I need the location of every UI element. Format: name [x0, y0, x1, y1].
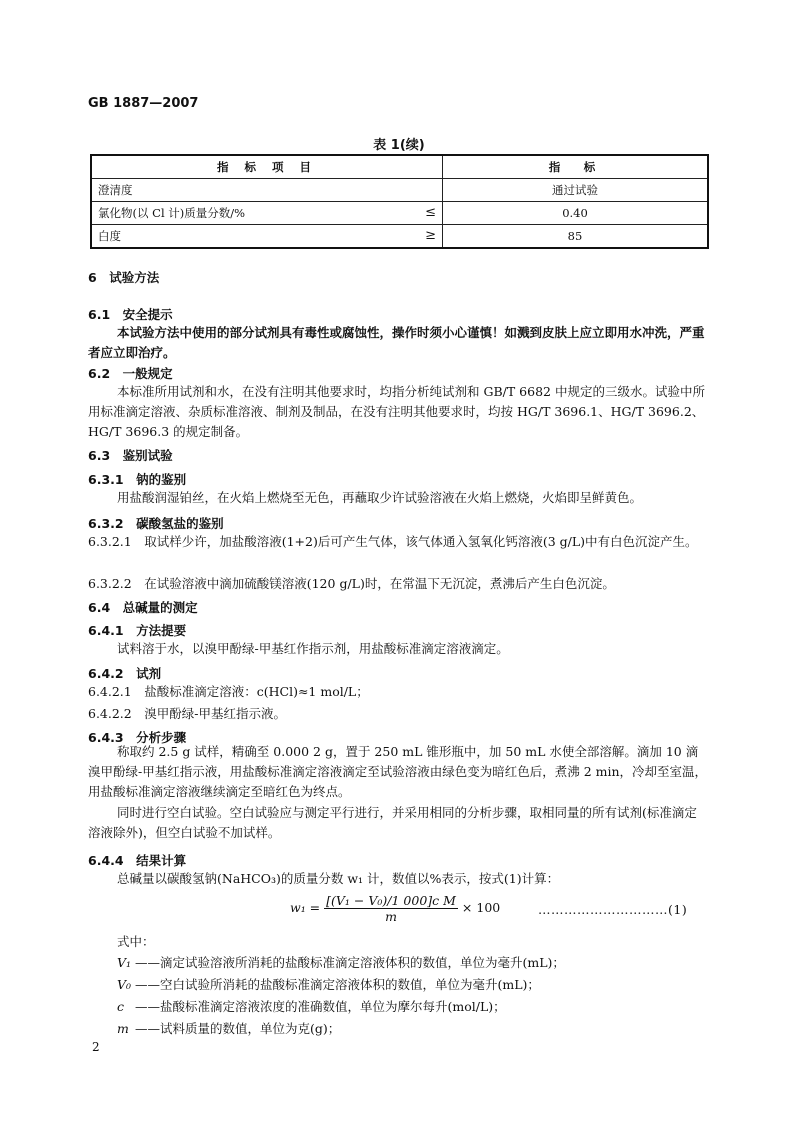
spec-table: [90, 154, 709, 249]
table-row: [91, 202, 708, 225]
row-value-whiteness: 85: [443, 225, 709, 249]
section-6-4-3-title: 6.4.3 分析步骤: [88, 730, 187, 745]
row-item-chloride-label: 氯化物(以 Cl 计)质量分数/%: [98, 206, 246, 220]
section-6-4-1-title: 6.4.1 方法提要: [88, 623, 187, 638]
section-6-4-1-text: 试料溶于水，以溴甲酚绿-甲基红作指示剂，用盐酸标准滴定溶液滴定。: [117, 641, 509, 656]
row-value-chloride: 0.40: [443, 202, 709, 225]
equation-number: …………………………(1): [538, 902, 688, 917]
table-row: [91, 225, 708, 249]
var-v1: [117, 953, 565, 971]
table-row: [91, 179, 708, 202]
le-sign: ≤: [425, 205, 436, 220]
section-6-2-text: 本标准所用试剂和水，在没有注明其他要求时，均指分析纯试剂和 GB/T 6682 中规定的三级水。试验中所用标准滴定溶液、杂质标准溶液、制剂及制品，在没有注明其他要求时，均按 HG/T 3696.1、HG/T 3696.2、HG/T 3696.3 的规定制备。: [88, 384, 705, 439]
formula-tail: × 100: [461, 900, 501, 915]
formula-denominator: m: [385, 909, 397, 924]
var-description: ——空白试验所消耗的盐酸标准滴定溶液体积的数值，单位为毫升(mL)；: [135, 977, 540, 992]
var-description: ——试料质量的数值，单位为克(g)；: [135, 1021, 341, 1036]
section-6-4-2-2-text: 6.4.2.2 溴甲酚绿-甲基红指示液。: [88, 706, 286, 721]
row-item-whiteness-label: 白度: [98, 229, 121, 243]
section-6-title: 6 试验方法: [88, 270, 160, 285]
where-label: 式中：: [117, 934, 155, 949]
row-value-clarity: 通过试验: [443, 179, 709, 202]
section-6-3-2-1-text: 6.3.2.1 取试样少许，加盐酸溶液(1+2)后可产生气体，该气体通入氢氧化钙溶液(3 g/L)中有白色沉淀产生。: [88, 534, 698, 549]
formula-fraction: [324, 893, 458, 924]
section-6-4-2-1-text: 6.4.2.1 盐酸标准滴定溶液：c(HCl)≈1 mol/L；: [88, 684, 369, 699]
section-6-4-3-para1: 称取约 2.5 g 试样，精确至 0.000 2 g，置于 250 mL 锥形瓶中，加 50 mL 水使全部溶解。滴加 10 滴溴甲酚绿-甲基红指示液，用盐酸标准滴定溶液滴定至试验溶液由绿色变为暗红色后，煮沸 2 min，冷却至室温，用盐酸标准滴定溶液继续滴定至暗红色为终点。: [88, 744, 708, 799]
section-6-4-3-para2: 同时进行空白试验。空白试验应与测定平行进行，并采用相同的分析步骤，取相同量的所有试剂(标准滴定溶液除外)，但空白试验不加试样。: [88, 805, 697, 840]
col-header-item: 指 标 项 目: [91, 155, 443, 179]
var-description: ——盐酸标准滴定溶液浓度的准确数值，单位为摩尔每升(mol/L)；: [135, 999, 506, 1014]
var-m: [117, 1019, 340, 1037]
page-number: 2: [92, 1040, 100, 1054]
section-6-3-1-title: 6.3.1 钠的鉴别: [88, 472, 187, 487]
formula-numerator: [(V₁ − V₀)/1 000]c M: [326, 893, 456, 908]
col-header-value: 指 标: [443, 155, 709, 179]
ge-sign: ≥: [425, 228, 436, 243]
section-6-4-4-intro: 总碱量以碳酸氢钠(NaHCO₃)的质量分数 w₁ 计，数值以%表示，按式(1)计算：: [117, 871, 560, 886]
section-6-4-2-title: 6.4.2 试剂: [88, 666, 162, 681]
var-symbol: m: [117, 1021, 129, 1036]
var-symbol: V₀: [117, 977, 132, 992]
section-6-4-4-title: 6.4.4 结果计算: [88, 853, 187, 868]
section-6-2-title: 6.2 一般规定: [88, 366, 173, 381]
var-c: [117, 997, 506, 1015]
section-6-3-1-text: 用盐酸润湿铂丝，在火焰上燃烧至无色，再蘸取少许试验溶液在火焰上燃烧，火焰即呈鲜黄色。: [117, 490, 643, 505]
var-symbol: c: [117, 999, 125, 1014]
formula-lhs: w₁ =: [290, 900, 321, 915]
formula-1: [290, 893, 500, 924]
standard-code: GB 1887—2007: [88, 96, 199, 111]
table-caption: 表 1(续): [373, 138, 425, 153]
section-6-3-title: 6.3 鉴别试验: [88, 448, 173, 463]
section-6-3-2-2-text: 6.3.2.2 在试验溶液中滴加硫酸镁溶液(120 g/L)时，在常温下无沉淀，煮沸后产生白色沉淀。: [88, 576, 615, 591]
row-item-chloride: [91, 202, 443, 225]
table-header-row: [91, 155, 708, 179]
section-6-1-text: 本试验方法中使用的部分试剂具有毒性或腐蚀性，操作时须小心谨慎！如溅到皮肤上应立即用水冲洗，严重者应立即治疗。: [88, 325, 705, 360]
section-6-4-title: 6.4 总碱量的测定: [88, 600, 198, 615]
row-item-whiteness: [91, 225, 443, 249]
var-symbol: V₁: [117, 955, 132, 970]
section-6-1-title: 6.1 安全提示: [88, 307, 173, 322]
row-item-clarity: 澄清度: [91, 179, 443, 202]
var-v0: [117, 975, 540, 993]
var-description: ——滴定试验溶液所消耗的盐酸标准滴定溶液体积的数值，单位为毫升(mL)；: [135, 955, 565, 970]
section-6-3-2-title: 6.3.2 碳酸氢盐的鉴别: [88, 516, 224, 531]
